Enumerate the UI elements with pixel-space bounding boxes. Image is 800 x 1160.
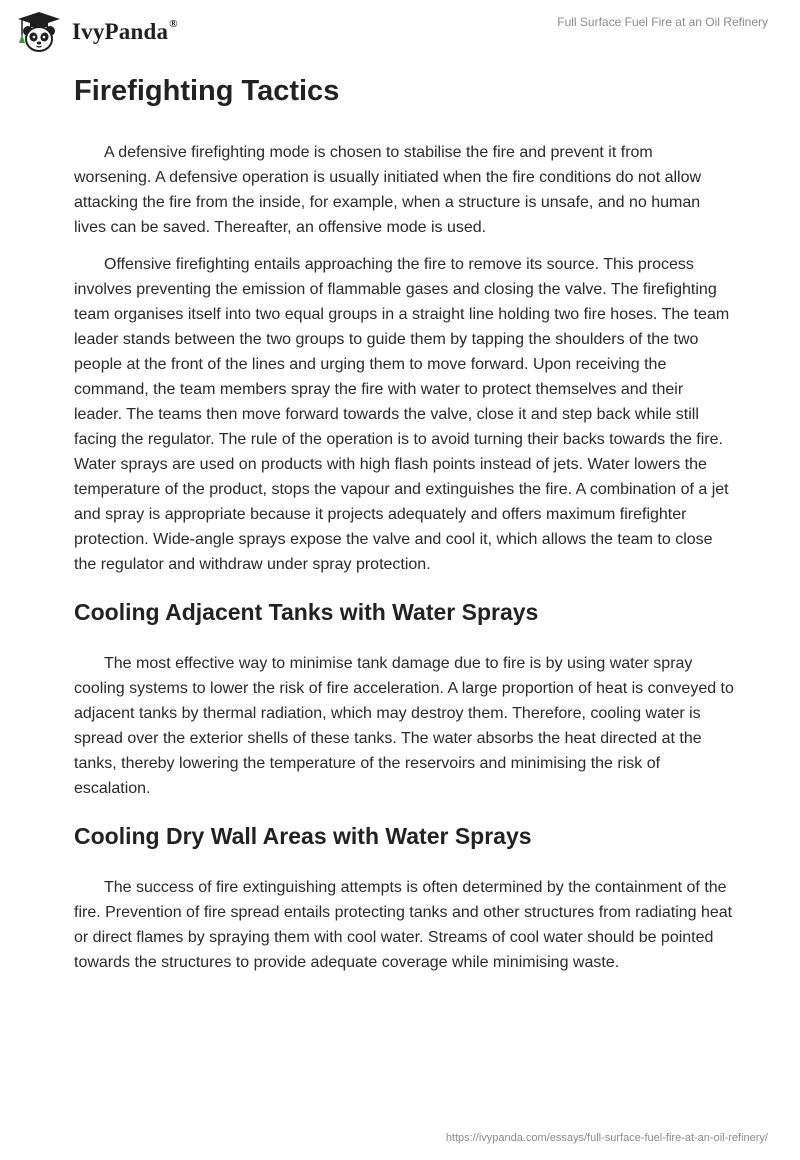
section-heading-cooling-dry-wall-areas: Cooling Dry Wall Areas with Water Sprays <box>74 823 532 849</box>
panda-graduate-icon <box>14 10 64 54</box>
section-heading-firefighting-tactics: Firefighting Tactics <box>74 75 340 107</box>
document-title: Full Surface Fuel Fire at an Oil Refinery <box>557 15 768 29</box>
ivypanda-logo[interactable] <box>14 10 178 54</box>
paragraph: The most effective way to minimise tank damage due to fire is by using water spray cooling systems to lower the risk of fire acceleration. A large proportion of heat is conveyed to adjacent tanks by thermal radiation, which may destroy them. Therefore, cooling water is spread over the exterior shells of these tanks. The water absorbs the heat directed at the tanks, thereby lowering the temperature of the reservoirs and minimising the risk of escalation. <box>74 655 734 797</box>
section-heading-cooling-adjacent-tanks: Cooling Adjacent Tanks with Water Sprays <box>74 599 539 625</box>
paragraph: Offensive firefighting entails approaching the fire to remove its source. This process involves preventing the emission of flammable gases and closing the valve. The firefighting team organises itself into two equal groups in a straight line holding two fire hoses. The team leader stands between the two groups to guide them by tapping the shoulders of the two people at the front of the lines and urging them to move forward. Upon receiving the command, the team members spray the fire with water to protect themselves and their leader. The teams then move forward towards the valve, close it and step back while still facing the regulator. The rule of the operation is to avoid turning their backs towards the fire. Water sprays are used on products with high flash points instead of jets. Water lowers the temperature of the product, stops the vapour and extinguishes the fire. A combination of a jet and spray is appropriate because it projects adequately and offers maximum firefighter protection. Wide-angle sprays expose the valve and cool it, which allows the team to close the regulator and withdraw under spray protection. <box>74 256 730 573</box>
registered-mark: ® <box>169 18 178 30</box>
page-header <box>0 0 800 62</box>
brand-name: IvyPanda® <box>72 18 178 44</box>
source-url[interactable]: https://ivypanda.com/essays/full-surface-fuel-fire-at-an-oil-refinery/ <box>445 1132 768 1144</box>
essay-content <box>74 72 734 987</box>
paragraph: A defensive firefighting mode is chosen to stabilise the fire and prevent it from worsening. A defensive operation is usually initiated when the fire conditions do not allow attacking the fire from the inside, for example, when a structure is unsafe, and no human lives can be saved. Thereafter, an offensive mode is used. <box>74 144 702 236</box>
paragraph: The success of fire extinguishing attempts is often determined by the containment of the fire. Prevention of fire spread entails protecting tanks and other structures from radiating heat or direct flames by spraying them with cool water. Streams of cool water should be pointed towards the structures to provide adequate coverage while minimising waste. <box>74 879 733 971</box>
